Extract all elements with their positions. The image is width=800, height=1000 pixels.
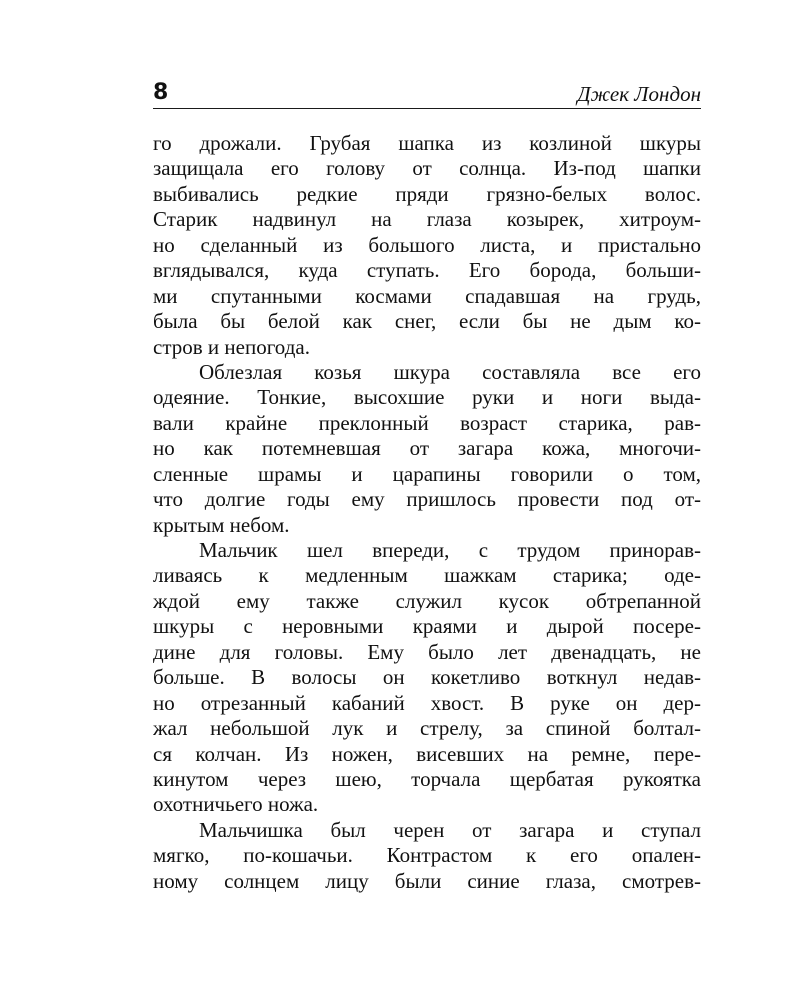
- text-line: дине для головы. Ему было лет двенадцать, не: [153, 639, 701, 664]
- text-line: вали крайне преклонный возраст старика, рав-: [153, 410, 701, 435]
- running-title: Джек Лондон: [577, 82, 701, 106]
- text-line: но как потемневшая от загара кожа, многочи-: [153, 436, 701, 461]
- text-line: крытым небом.: [153, 512, 290, 537]
- text-line: ми спутанными космами спадавшая на грудь,: [153, 283, 701, 308]
- paragraph-first-line: Мальчишка был черен от загара и ступал: [199, 817, 701, 842]
- text-line: ждой ему также служил кусок обтрепанной: [153, 588, 701, 613]
- text-line: мягко, по-кошачьи. Контрастом к его опален-: [153, 843, 701, 868]
- text-line: сленные шрамы и царапины говорили о том,: [153, 461, 701, 486]
- text-line: но сделанный из большого листа, и пристально: [153, 232, 701, 257]
- text-line: была бы белой как снег, если бы не дым ко-: [153, 309, 701, 334]
- running-header: [153, 80, 701, 109]
- text-line: выбивались редкие пряди грязно-белых волос.: [153, 181, 701, 206]
- text-line: стров и непогода.: [153, 334, 310, 359]
- text-line: ному солнцем лицу были синие глаза, смотрев-: [153, 868, 701, 893]
- text-line: одеяние. Тонкие, высохшие руки и ноги выда-: [153, 385, 701, 410]
- text-line: охотничьего ножа.: [153, 792, 319, 817]
- text-line: го дрожали. Грубая шапка из козлиной шкуры: [153, 131, 701, 155]
- text-line: что долгие годы ему пришлось провести под от-: [153, 487, 701, 512]
- text-line: кинутом через шею, торчала щербатая рукоятка: [153, 766, 701, 791]
- text-line: защищала его голову от солнца. Из-под шапки: [153, 156, 701, 181]
- text-line: жал небольшой лук и стрелу, за спиной болтал-: [153, 716, 701, 741]
- paragraph-first-line: Облезлая козья шкура составляла все его: [199, 359, 701, 384]
- text-line: Старик надвинул на глаза козырек, хитроум-: [153, 207, 701, 232]
- text-line: но отрезанный кабаний хвост. В руке он дер-: [153, 690, 701, 715]
- text-line: ся колчан. Из ножен, висевших на ремне, пере-: [153, 741, 701, 766]
- text-line: вглядывался, куда ступать. Его борода, больши-: [153, 258, 701, 283]
- page-number: 8: [153, 80, 169, 105]
- text-line: больше. В волосы он кокетливо воткнул недав-: [153, 665, 701, 690]
- body-text: [153, 131, 701, 894]
- text-line: шкуры с неровными краями и дырой посере-: [153, 614, 701, 639]
- text-line: ливаясь к медленным шажкам старика; оде-: [153, 563, 701, 588]
- paragraph-first-line: Мальчик шел впереди, с трудом принорав-: [199, 538, 701, 562]
